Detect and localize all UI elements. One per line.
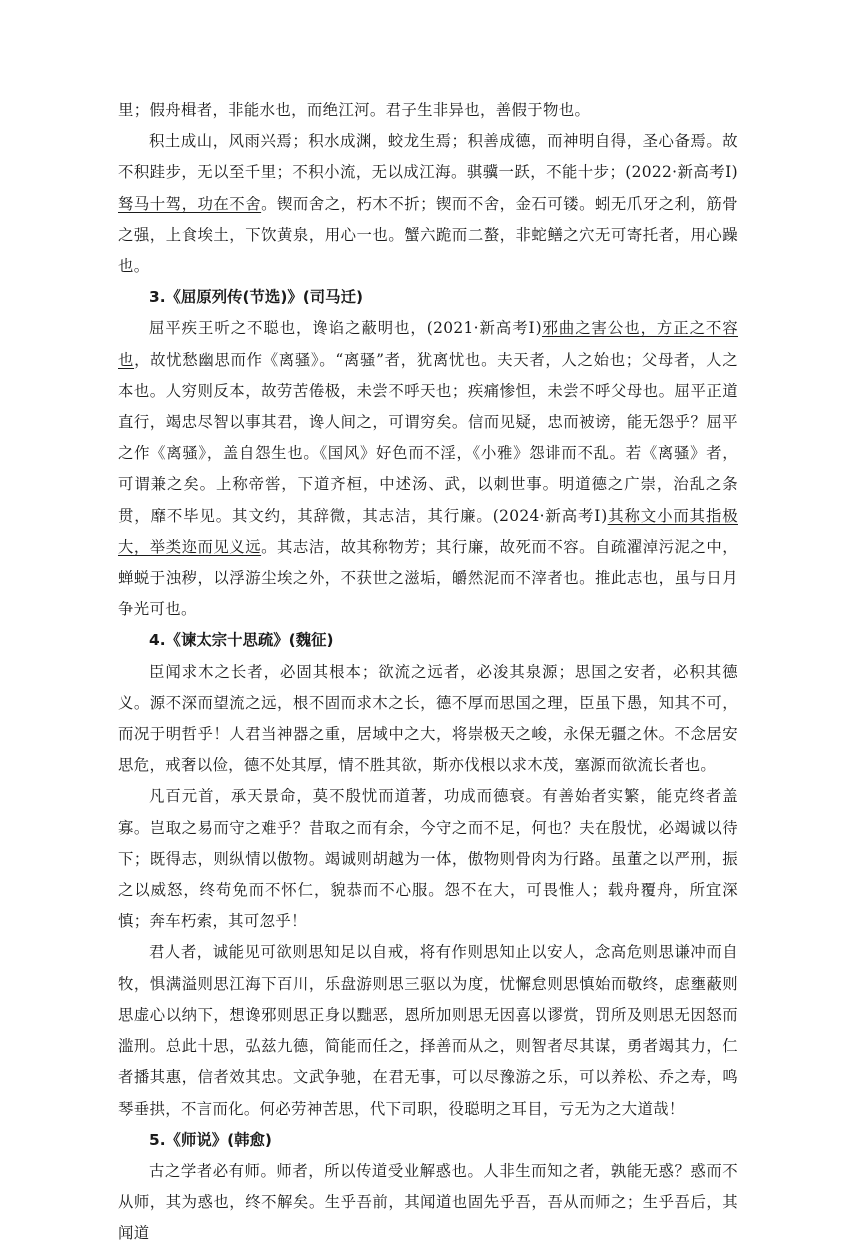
- underlined-quotation: 邪曲之害公也，方正之不容也: [118, 319, 739, 369]
- section-heading: [118, 625, 738, 656]
- text-segment: 里；假舟楫者，非能水也，而绝江河。君子生非异也，善假于物也。: [118, 101, 591, 119]
- body-paragraph: [118, 126, 738, 282]
- text-segment: 。锲而舍之，朽木不折；锲而不舍，金石可镂。蚓无爪牙之利，筋骨之强，上食埃土，下饮黄泉，用心一也。蟹六跪而二螯，非蛇鳝之穴无可寄托者，用心躁也。: [118, 194, 738, 276]
- body-paragraph: [118, 781, 738, 937]
- body-paragraph: [118, 1156, 738, 1250]
- body-paragraph: [118, 937, 738, 1124]
- text-segment: 。其志洁，故其称物芳；其行廉，故死而不容。自疏濯淖污泥之中，蝉蜕于浊秽，以浮游尘埃之外，不获世之滋垢，皭然泥而不滓者也。推此志也，虽与日月争光可也。: [118, 537, 738, 619]
- document-content: [118, 95, 738, 1250]
- underlined-quotation: 其称文小而其指极大，举类迩而见义远: [118, 506, 738, 556]
- text-segment: 3.《屈原列传(节选)》(司马迁): [149, 288, 363, 307]
- section-heading: [118, 1125, 738, 1156]
- body-paragraph: [118, 657, 738, 782]
- text-segment: 屈平疾王听之不聪也，谗谄之蔽明也，(2021·新高考Ⅰ): [149, 319, 542, 338]
- text-segment: 4.《谏太宗十思疏》(魏征): [149, 631, 334, 650]
- text-segment: 凡百元首，承天景命，莫不殷忧而道著，功成而德衰。有善始者实繁，能克终者盖寡。岂取之易而守之难乎？昔取之而有余，今守之而不足，何也？夫在殷忧，必竭诚以待下；既得志，则纵情以傲物。竭诚则胡越为一体，傲物则骨肉为行路。虽董之以严刑，振之以威怒，终苟免而不怀仁，貌恭而不心服。怨不在大，可畏惟人；载舟覆舟，所宜深慎；奔车朽索，其可忽乎！: [118, 787, 738, 931]
- section-heading: [118, 282, 738, 313]
- body-paragraph: [118, 313, 738, 625]
- body-paragraph: [118, 95, 738, 126]
- underlined-quotation: 驽马十驾，功在不舍: [118, 194, 262, 213]
- text-segment: 臣闻求木之长者，必固其根本；欲流之远者，必浚其泉源；思国之安者，必积其德义。源不深而望流之远，根不固而求木之长，德不厚而思国之理，臣虽下愚，知其不可，而况于明哲乎！人君当神器之重，居域中之大，将崇极天之峻，永保无疆之休。不念居安思危，戒奢以俭，德不处其厚，情不胜其欲，斯亦伐根以求木茂，塞源而欲流长者也。: [118, 662, 738, 775]
- text-segment: 古之学者必有师。师者，所以传道受业解惑也。人非生而知之者，孰能无惑？惑而不从师，其为惑也，终不解矣。生乎吾前，其闻道也固先乎吾，吾从而师之；生乎吾后，其闻道: [118, 1161, 738, 1243]
- text-segment: 君人者，诚能见可欲则思知足以自戒，将有作则思知止以安人，念高危则思谦冲而自牧，惧满溢则思江海下百川，乐盘游则思三驱以为度，忧懈怠则思慎始而敬终，虑壅蔽则思虚心以纳下，想谗邪则思正身以黜恶，恩所加则思无因喜以谬赏，罚所及则思无因怒而滥刑。总此十思，弘兹九德，简能而任之，择善而从之，则智者尽其谋，勇者竭其力，仁者播其惠，信者效其忠。文武争驰，在君无事，可以尽豫游之乐，可以养松、乔之寿，鸣琴垂拱，不言而化。何必劳神苦思，代下司职，役聪明之耳目，亏无为之大道哉！: [118, 943, 738, 1118]
- text-segment: 积土成山，风雨兴焉；积水成渊，蛟龙生焉；积善成德，而神明自得，圣心备焉。故不积跬步，无以至千里；不积小流，无以成江海。骐骥一跃，不能十步；(2022·新高考Ⅰ): [118, 132, 738, 182]
- text-segment: 5.《师说》(韩愈): [149, 1130, 272, 1149]
- text-segment: ，故忧愁幽思而作《离骚》。“离骚”者，犹离忧也。夫天者，人之始也；父母者，人之本也。人穷则反本，故劳苦倦极，未尝不呼天也；疾痛惨怛，未尝不呼父母也。屈平正道直行，竭忠尽智以事其君，谗人间之，可谓穷矣。信而见疑，忠而被谤，能无怨乎？屈平之作《离骚》，盖自怨生也。《国风》好色而不淫，《小雅》怨诽而不乱。若《离骚》者，可谓兼之矣。上称帝喾，下道齐桓，中述汤、武，以刺世事。明道德之广崇，治乱之条贯，靡不毕见。其文约，其辞微，其志洁，其行廉。(2024·新高考Ⅰ): [118, 350, 738, 525]
